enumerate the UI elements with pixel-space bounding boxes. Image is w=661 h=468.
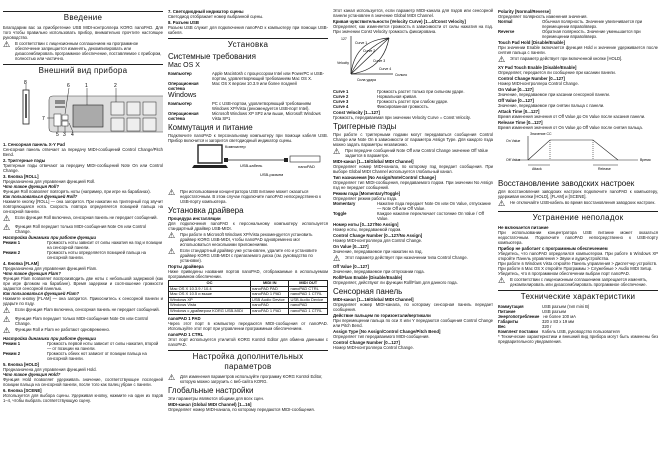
item-subheading: Настройка динамики при работе функции — [3, 336, 97, 341]
definition-term: Режим 1 — [3, 240, 21, 245]
item-subheading: Как пользоваться функцией Roll? — [3, 194, 78, 199]
item-subheading: Как пользоваться функцией Flam? — [3, 291, 80, 296]
definition-row — [333, 201, 493, 211]
section-heading: Коммутация и питание — [168, 123, 253, 132]
item-heading: Номер ноты [0...127/No Assign] — [333, 222, 399, 227]
item-heading: MIDI-канал (Global MIDI Channel) [1...16] — [168, 401, 252, 407]
note-text: В соответствии с лицензионным соглашением запрещается изменять, декомпилировать или дизассемблировать программное обеспечение. — [510, 277, 648, 287]
item-heading: Прибор не работает с программным обеспечением — [498, 246, 608, 251]
definition-desc: Microsoft Windows XP SP2 или выше, Microsoft Windows Vista SP1 — [212, 111, 321, 121]
note — [168, 248, 328, 263]
item-heading: Процедура инсталляции — [168, 216, 221, 221]
item-heading: nanoPAD 1 PAD — [168, 315, 201, 321]
item-subheading: Что такое функция Hold? — [3, 372, 61, 377]
item-heading: 4. Кнопка [FLAM] — [3, 261, 39, 266]
note — [498, 277, 658, 287]
item-heading: Release Time [0...127] — [498, 120, 543, 125]
figure-label: Значение CC — [530, 132, 552, 136]
definition-row — [3, 240, 163, 250]
definition-term: Curve 4 — [333, 104, 349, 109]
definition-row — [168, 111, 328, 121]
definition-term: Операционная система — [168, 111, 199, 121]
paragraph: При перемещении пальца по оси X или Y передаются сообщения Control Change или Pitch Bend. — [333, 318, 493, 328]
definition-term: Питание — [498, 309, 516, 314]
figure-label: 3 — [63, 132, 66, 136]
item-heading: 7. Светодиодный индикатор сцены — [168, 9, 244, 14]
table-cell: Windows XP — [169, 297, 251, 303]
paragraph: Номер ноты, передаваемой пэдом. — [333, 227, 402, 232]
paragraph: При использовании концентратора USB питание может оказаться недостаточным. Подключите nanoPAD непосредственно к USB-порту компьютера. — [498, 230, 658, 245]
note — [3, 41, 163, 61]
item-heading: Off Value [0...127] — [498, 98, 534, 103]
definition-desc: Громкость обеих нот зависит от позиции пальца на сенсорной панели. — [47, 351, 147, 361]
section-banner: Введение — [3, 11, 163, 23]
item-heading: XY Pad Touch Enable [Disable/Enable] — [498, 65, 577, 70]
figure-label: 6 — [67, 83, 70, 89]
paragraph: Предназначена для управления функцией Flam. — [3, 266, 98, 271]
definition-term: Curve 2 — [333, 94, 349, 99]
item-heading: 2. Триггерные пэды — [3, 158, 46, 163]
section-banner: Технические характеристики — [498, 290, 658, 302]
definition-desc: Громкость растет только при сильном ударе. — [377, 89, 465, 94]
warning-icon: ⚠ — [498, 199, 506, 208]
subsection-heading: Mac OS X — [168, 62, 200, 69]
definition-term: Curve 3 — [333, 99, 349, 104]
note — [333, 255, 493, 263]
paragraph: Определяет полярность изменения значения. — [498, 14, 588, 19]
figure-label: nanoPAD — [298, 164, 315, 169]
note-text: При использовании концентратора USB питание может оказаться недостаточным. В этом случае подключите nanoPAD непосредственно к USB-порту компьютера. — [180, 189, 322, 204]
paragraph: Определяет тип MIDI-сообщения, передаваемого пэдом. При значении No Assign пэд не передает сообщений. — [333, 180, 493, 190]
figure-label: Curve 1 — [355, 41, 368, 45]
definition-term: Габариты — [498, 319, 519, 324]
column-2 — [168, 8, 328, 468]
paragraph: Номер MIDI-контроллера Control Change. — [333, 345, 414, 350]
note-text: В соответствии с лицензионным соглашением на программное обеспечение запрещается изменять, декомпилировать или дизассемблировать программное обеспечение, поставляемое с прибором, полностью или частично. — [15, 41, 162, 61]
paragraph: При работе в Windows Vista откройте Панель управления > Диспетчер устройств. — [498, 261, 658, 266]
paragraph: При работе в Mac OS X откройте Программы > Служебные > Audio MIDI Setup. — [498, 266, 653, 271]
definition-desc: Обычная полярность. Значение увеличивается при перемещении вправо/вверх. — [542, 19, 643, 29]
item-heading: Control Change Number [0...127/No Assign] — [333, 233, 423, 238]
warning-icon: ⚠ — [168, 372, 176, 382]
paragraph: Номер MIDI-контроллера для Control Change. — [333, 238, 423, 243]
paragraph: При значении Enable включается функция Hold и значение удерживается после снятия пальца с панели. — [498, 45, 658, 55]
definition-desc: USB разъем (тип mini B) — [542, 304, 590, 309]
paragraph: Нажмите кнопку [FLAM] — она загорится. Прикоснитесь к сенсорной панели и ударьте по пэду. — [3, 296, 163, 306]
definition-desc: Каждое нажатие переключает состояние On Value / Off Value. — [377, 211, 484, 221]
paragraph: * Технические характеристики и внешний вид прибора могут быть изменены без предварительного уведомления. — [498, 334, 658, 344]
paragraph: Ниже приведены названия портов nanoPAD, отображаемые в используемом программном обеспечении. — [168, 269, 328, 279]
item-heading: Roll/Flam Enable [Disable/Enable] — [333, 275, 403, 280]
paragraph: Триггерные пэды отвечают за передачу MIDI-сообщений Note On или Control Change. — [3, 163, 163, 173]
note-text: Этот параметр действует при назначении типа Control Change. — [345, 255, 468, 260]
section-banner: Внешний вид прибора — [3, 64, 163, 76]
definition-term: Режим 1 — [3, 341, 21, 346]
item-heading: Порты драйвера — [168, 264, 204, 269]
paragraph: Значение, передаваемое при касании сенсорной панели. — [498, 92, 611, 97]
item-heading: 5. Кнопка [HOLD] — [3, 362, 39, 367]
table-cell: nanoPAD 1 CTRL — [289, 292, 328, 298]
item-heading: On Value [0...127] — [333, 244, 369, 249]
paragraph: Используется для выбора сцены. Удерживая кнопку, нажмите на один из пэдов 1–4, чтобы выбрать соответствующую сцену. — [3, 393, 163, 403]
note — [168, 189, 328, 204]
figure-label: Curve 2 — [363, 49, 376, 53]
section-heading: Триггерные пэды — [333, 122, 397, 131]
warning-icon: ⚠ — [168, 231, 176, 240]
paragraph: Определяет номер MIDI-канала, по которому передаются MIDI-сообщения. — [168, 406, 315, 412]
definition-term: Режим 2 — [3, 250, 21, 255]
definition-desc: Громкость первой ноты зависит от силы нажатия, второй — от позиции на панели. — [47, 341, 159, 351]
note-text: Если стандартный драйвер уже установлен, удалите его и установите драйвер KORG USB-MIDI с прилагаемого диска (см. руководство по установке). — [180, 248, 317, 263]
table-cell: nanoPAD — [250, 303, 289, 309]
definition-term: Toggle — [333, 211, 347, 216]
figure-label: USB-кабель — [240, 163, 263, 168]
table-cell: Windows Vista — [169, 303, 251, 309]
table-cell: nanoPAD CTRL — [289, 286, 328, 292]
figure-label: Curve 4 — [379, 67, 392, 71]
paragraph: Для подключения nanoPAD к персональному компьютеру используется стандартный драйвер USB-MIDI. — [168, 221, 328, 231]
subsection-heading: Windows — [168, 92, 197, 99]
note-text: Этот параметр действует при включенной кнопке [HOLD]. — [510, 56, 623, 61]
figure-label: Сила удара — [357, 78, 376, 82]
item-heading: MIDI-канал [1...16/Global MIDI Channel] — [333, 159, 414, 164]
timing-figure — [498, 130, 658, 177]
paragraph: Для восстановления заводских настроек подключите nanoPAD к компьютеру, удерживая кнопки [HOLD], [FLAM] и [SCENE]. — [498, 189, 658, 199]
definition-desc: не более 100 мА — [543, 314, 576, 319]
note — [168, 374, 328, 384]
note-text: Для изменения параметров используйте программу KORG Kontrol Editor, которую можно загрузить с веб-сайта KORG. — [180, 373, 323, 384]
paragraph: Определяет, передается ли сообщение при касании панели. — [498, 70, 616, 75]
warning-icon: ⚠ — [3, 326, 11, 335]
definition-row — [498, 19, 658, 29]
definition-desc: Фиксированная громкость. — [377, 104, 430, 109]
warning-icon: ⚠ — [498, 276, 506, 285]
definition-row — [168, 101, 328, 111]
note-text: При работе в Microsoft Windows XP/Vista рекомендуется установить драйвер KORG USB-MIDI, чтобы nanoPAD одновременно мог использоваться несколькими приложениями. — [180, 232, 313, 247]
definition-desc: Apple Macintosh с процессором Intel или PowerPC и USB-портом, удовлетворяющий требованиям Mac OS X. — [212, 71, 324, 81]
paragraph: Определяет, как изменяется громкость в зависимости от силы нажатия на пэд. При значении Const Velocity громкость фиксирована. — [333, 24, 493, 34]
item-heading: Off Value [0...127] — [333, 264, 369, 269]
definition-desc: Кабель USB, руководство пользователя — [542, 329, 620, 334]
warning-icon: ⚠ — [3, 214, 11, 223]
note-text: Функция Roll передает только MIDI-сообщения Note On или Control Change. — [15, 224, 147, 234]
section-heading: Восстановление заводских настроек — [498, 179, 635, 188]
note — [498, 200, 658, 208]
table-row — [169, 308, 328, 314]
paragraph: Предназначена для управления функцией Roll. — [3, 179, 96, 184]
note-text: Функции Roll и Flam не работают одновременно. — [15, 327, 110, 332]
item-heading: On Value [0...127] — [498, 87, 534, 92]
table-cell: Windows с драйвером KORG USB-MIDI — [169, 308, 251, 314]
definition-desc: Нажатие пэда передает Note On или On Value, отпускание — Note Off или Off Value. — [377, 201, 491, 211]
definition-desc: Громкость растет при слабом ударе. — [377, 99, 449, 104]
figure-label: On Value — [506, 139, 521, 143]
paragraph: Эти параметры являются общими для всех сцен. — [168, 395, 264, 401]
warning-icon: ⚠ — [3, 223, 11, 232]
warning-icon: ⚠ — [168, 247, 176, 256]
definition-desc: 320 г — [542, 324, 552, 329]
column-3 — [333, 8, 493, 468]
table-cell: USB Audio Device — [289, 297, 328, 303]
item-heading: Assign Type [No Assign/Control Change/Pitch Bend] — [333, 329, 441, 334]
definition-term: Комплект поставки — [498, 329, 538, 334]
section-heading: Системные требования — [168, 52, 256, 61]
paragraph: Нажмите кнопку [ROLL] — она загорится. При нажатии на триггерный пэд звучит повторяющаяся нота. Скорость повтора определяется позицией пальца на сенсорной панели. — [3, 199, 163, 214]
note — [333, 148, 493, 158]
table-cell: nanoPAD 1 PAD — [250, 292, 289, 298]
item-subheading: Что такое функция Flam? — [3, 271, 61, 276]
paragraph: Этот порт используется утилитой KORG Kontrol Editor для обмена данными с nanoPAD. — [168, 336, 328, 347]
table-cell: Mac OS X 10.3.9 / 10.4 — [169, 286, 251, 292]
item-heading: MIDI-канал [1...16/Global MIDI Channel] — [333, 297, 414, 302]
figure-label: Сильно — [395, 73, 408, 77]
figure-label: Release — [598, 167, 611, 171]
note — [3, 307, 163, 315]
figure-label: 7 — [42, 116, 45, 122]
paragraph: Значение, передаваемое при снятии пальца с панели. — [498, 103, 605, 108]
figure-label: 2 — [114, 83, 117, 89]
definition-term: Энергопотребление — [498, 314, 540, 319]
note-text: Функция Flam передает только MIDI-сообщения Note On или Control Change. — [15, 316, 149, 326]
table-cell: nanoPAD — [289, 303, 328, 309]
definition-desc: USB разъем — [542, 309, 567, 314]
figure-label: Время — [640, 158, 651, 162]
definition-desc: Громкость ноты определяется позицией пальца на сенсорной панели. — [47, 250, 146, 260]
section-heading: Сенсорная панель — [333, 287, 403, 296]
item-subheading: Что такое функция Roll? — [3, 184, 59, 189]
item-heading: Действие пальцем по горизонтали/вертикали — [333, 313, 431, 318]
curve-figure — [333, 34, 493, 89]
definition-row — [3, 341, 163, 351]
warning-icon: ⚠ — [3, 40, 11, 49]
definition-term: Режим 2 — [3, 351, 21, 356]
section-banner: Устранение неполадок — [498, 211, 658, 223]
definition-term: Momentary — [333, 201, 356, 206]
section-heading: Установка драйвера — [168, 206, 244, 215]
definition-term: Normal — [498, 19, 513, 24]
paragraph: Значение, передаваемое при отпускании пэда. — [333, 269, 425, 274]
figure-label: USB-разъем — [260, 172, 284, 177]
paragraph: Функция Flam позволяет воспроизводить две ноты с небольшой задержкой (как при игре флэмом на барабане). Время задержки и соотношение громкости задаются сенсорной панелью. — [3, 276, 163, 291]
definition-row — [3, 250, 163, 260]
paragraph: Определяет, действуют ли функции Roll/Flam для данного пэда. — [333, 280, 458, 285]
figure-label: 8 — [24, 80, 27, 86]
paragraph: Функция Hold позволяет удерживать значение, соответствующее последней позиции пальца на сенсорной панели, после того как палец убран с панели. — [3, 377, 163, 387]
item-heading: 6. Кнопка [SCENE] — [3, 388, 42, 393]
item-heading: Attack Time [0...127] — [498, 109, 540, 114]
definition-row — [333, 104, 493, 109]
item-heading: 8. Разъем USB — [168, 20, 199, 25]
paragraph: Определяет номер MIDI-канала, по которому сенсорная панель передает сообщения. — [333, 302, 493, 312]
figure-label: 4 — [71, 132, 74, 136]
item-heading: Const Velocity [1...127] — [333, 110, 380, 115]
definition-term: Компьютер — [168, 71, 192, 76]
definition-row — [168, 71, 328, 81]
item-heading: 1. Сенсорная панель X-Y Pad — [3, 142, 65, 147]
figure-label: Attack — [532, 167, 542, 171]
definition-desc: PC с USB-портом, удовлетворяющий требованиям Windows XP/Vista (рекомендуется USB-порт Intel). — [212, 101, 311, 111]
definition-row — [168, 81, 328, 91]
item-heading: Не включается питание — [498, 225, 549, 230]
paragraph: Определяет режим работы пэда. — [333, 196, 398, 201]
warning-icon: ⚠ — [168, 188, 176, 197]
paragraph: При работе с триггерными пэдами могут передаваться сообщения Control Change или Note On в зависимости от параметра Assign Type. Для каждого пэда можно задать параметры независимо. — [333, 132, 493, 147]
paragraph: Этот канал используется, если параметр MIDI-канала для пэдов или сенсорной панели установлен в значение Global MIDI Channel. — [333, 8, 493, 18]
paragraph: Определяет тип передаваемого MIDI-сообщения. — [333, 334, 430, 339]
figure-label: 1 — [85, 83, 88, 89]
warning-icon: ⚠ — [498, 55, 506, 64]
device-figure — [3, 78, 163, 141]
paragraph: Функция Roll позволяет повторять ноты (например, при игре на барабанах). — [3, 189, 151, 194]
item-subheading: Настройка динамики при работе функции — [3, 235, 97, 240]
table-header: MIDI OUT — [289, 281, 328, 287]
definition-row — [498, 29, 658, 39]
definition-row — [3, 351, 163, 361]
figure-label: Curve 3 — [373, 59, 386, 63]
warning-icon: ⚠ — [333, 147, 341, 156]
figure-label: Компьютер — [225, 144, 246, 149]
paragraph: Убедитесь, что в программном обеспечении выбран порт nanoPAD. — [498, 271, 630, 276]
note-text: Если функция Roll включена, сенсорная панель не передает сообщений. — [15, 215, 158, 220]
paragraph: Благодарим вас за приобретение USB MIDI-контроллера KORG nanoPAD. Для того чтобы правильно использовать прибор, внимательно прочтите настоящее руководство. — [3, 25, 163, 40]
definition-desc: Громкость ноты зависит от силы нажатия на пэд и позиции на сенсорной панели. — [47, 240, 162, 250]
definition-term: Вес — [498, 324, 506, 329]
column-4 — [498, 8, 658, 468]
table-cell: USB Audio Device — [250, 297, 289, 303]
paragraph: Время изменения значения от Off Value до On Value после касания панели. — [498, 114, 646, 119]
item-heading: 3. Кнопка [ROLL] — [3, 174, 39, 179]
note — [3, 224, 163, 234]
paragraph: Светодиод отображает номер выбранной сцены. — [168, 14, 264, 19]
paragraph: Предназначена для управления функцией Hold. — [3, 367, 97, 372]
table-cell: nanoPAD 1 CTRL — [289, 308, 328, 314]
item-heading: Touch Pad Hold [Disable/Enable] — [498, 40, 566, 45]
definition-desc: Mac OS X версии 10.3.9 или более поздней — [212, 81, 297, 86]
warning-icon: ⚠ — [3, 315, 11, 324]
warning-icon: ⚠ — [333, 254, 341, 263]
definition-term: Curve 1 — [333, 89, 349, 94]
figure-label: Velocity — [337, 61, 350, 65]
definition-row — [333, 211, 493, 221]
item-heading: Control Change Number [0...127] — [498, 76, 565, 81]
figure-label: 5 — [56, 132, 59, 136]
paragraph: Номер MIDI-контроллера Control Change. — [498, 81, 579, 86]
item-heading: Кривая чувствительности (Velocity Curve) [1...4/Const Velocity] — [333, 19, 466, 24]
figure-label: Off Value — [506, 158, 521, 162]
note — [3, 215, 163, 223]
paragraph: Убедитесь, что nanoPAD определился компьютером. При работе в Windows XP откройте Панель управления > Звуки и аудиоустройства. — [498, 251, 658, 261]
ports-table — [168, 280, 328, 315]
figure-label: 127 — [341, 37, 347, 41]
definition-desc: Нормальная кривая. — [377, 94, 418, 99]
item-heading: nanoPAD 1 CTRL — [168, 331, 204, 337]
paragraph: Время изменения значения от On Value до Off Value после снятия пальца. — [498, 125, 643, 130]
definition-term: Компьютер — [168, 101, 192, 106]
note — [168, 232, 328, 247]
paragraph: Через этот порт в компьютер передаются MIDI-сообщения от nanoPAD. Используйте этот порт при управлении программным обеспечением. — [168, 320, 328, 331]
note-text: Не отключайте USB-кабель во время восстановления заводских настроек. — [510, 200, 656, 205]
definition-desc: 320 x 83 x 19 мм — [542, 319, 575, 324]
note-text: Если функция Flam включена, сенсорная панель не передает сообщений. — [15, 307, 160, 312]
definition-term: Коммутация — [498, 304, 524, 309]
item-heading: Тип назначения [No Assign/Note/Control Change] — [333, 175, 436, 180]
note — [3, 327, 163, 335]
note-text: При передаче сообщений Note Off или Control Change значение Off Value задается в параметре. — [345, 148, 489, 158]
item-heading: Polarity [Normal/Reverse] — [498, 9, 551, 14]
table-cell: Mac OS X 10.5 и выше — [169, 292, 251, 298]
table-header: ОС — [169, 281, 251, 287]
paragraph: Определяет номер MIDI-канала, по которому пэд передает сообщения. При выборе Global MIDI Channel используется глобальный канал. — [333, 164, 493, 174]
table-header: MIDI IN — [250, 281, 289, 287]
section-heading: Глобальные настройки — [168, 385, 254, 395]
definition-desc: Обратная полярность. Значение уменьшается при перемещении вправо/вверх. — [542, 29, 641, 39]
paragraph: Подключите nanoPAD к персональному компьютеру при помощи кабеля USB. Прибор включится и загорится светодиодный индикатор сцены. — [168, 133, 328, 143]
column-1 — [3, 8, 163, 468]
section-banner: Настройка дополнительных параметров — [168, 350, 328, 372]
section-banner: Установка — [168, 38, 328, 50]
item-heading: Режим пэда [Momentary/Toggle] — [333, 191, 401, 196]
definition-term: Reverse — [498, 29, 515, 34]
table-cell: nanoPAD PAD — [250, 286, 289, 292]
paragraph: Сенсорная панель отвечает за передачу MIDI-сообщений Control Change/Pitch Bend. — [3, 147, 163, 157]
warning-icon: ⚠ — [3, 306, 11, 315]
definition-term: Операционная система — [168, 81, 199, 91]
paragraph: Значение, передаваемое при нажатии на пэд. — [333, 249, 423, 254]
table-cell: nanoPAD 1 PAD — [250, 308, 289, 314]
connection-figure — [168, 143, 328, 188]
item-heading: Control Change Number [0...127] — [333, 340, 400, 345]
paragraph: Громкость, передаваемая при значении Velocity Curve = Const Velocity. — [333, 115, 471, 120]
note — [3, 316, 163, 326]
paragraph: Разъем USB служит для подключения nanoPAD к компьютеру при помощи USB-кабеля. — [168, 25, 328, 35]
note — [498, 56, 658, 64]
